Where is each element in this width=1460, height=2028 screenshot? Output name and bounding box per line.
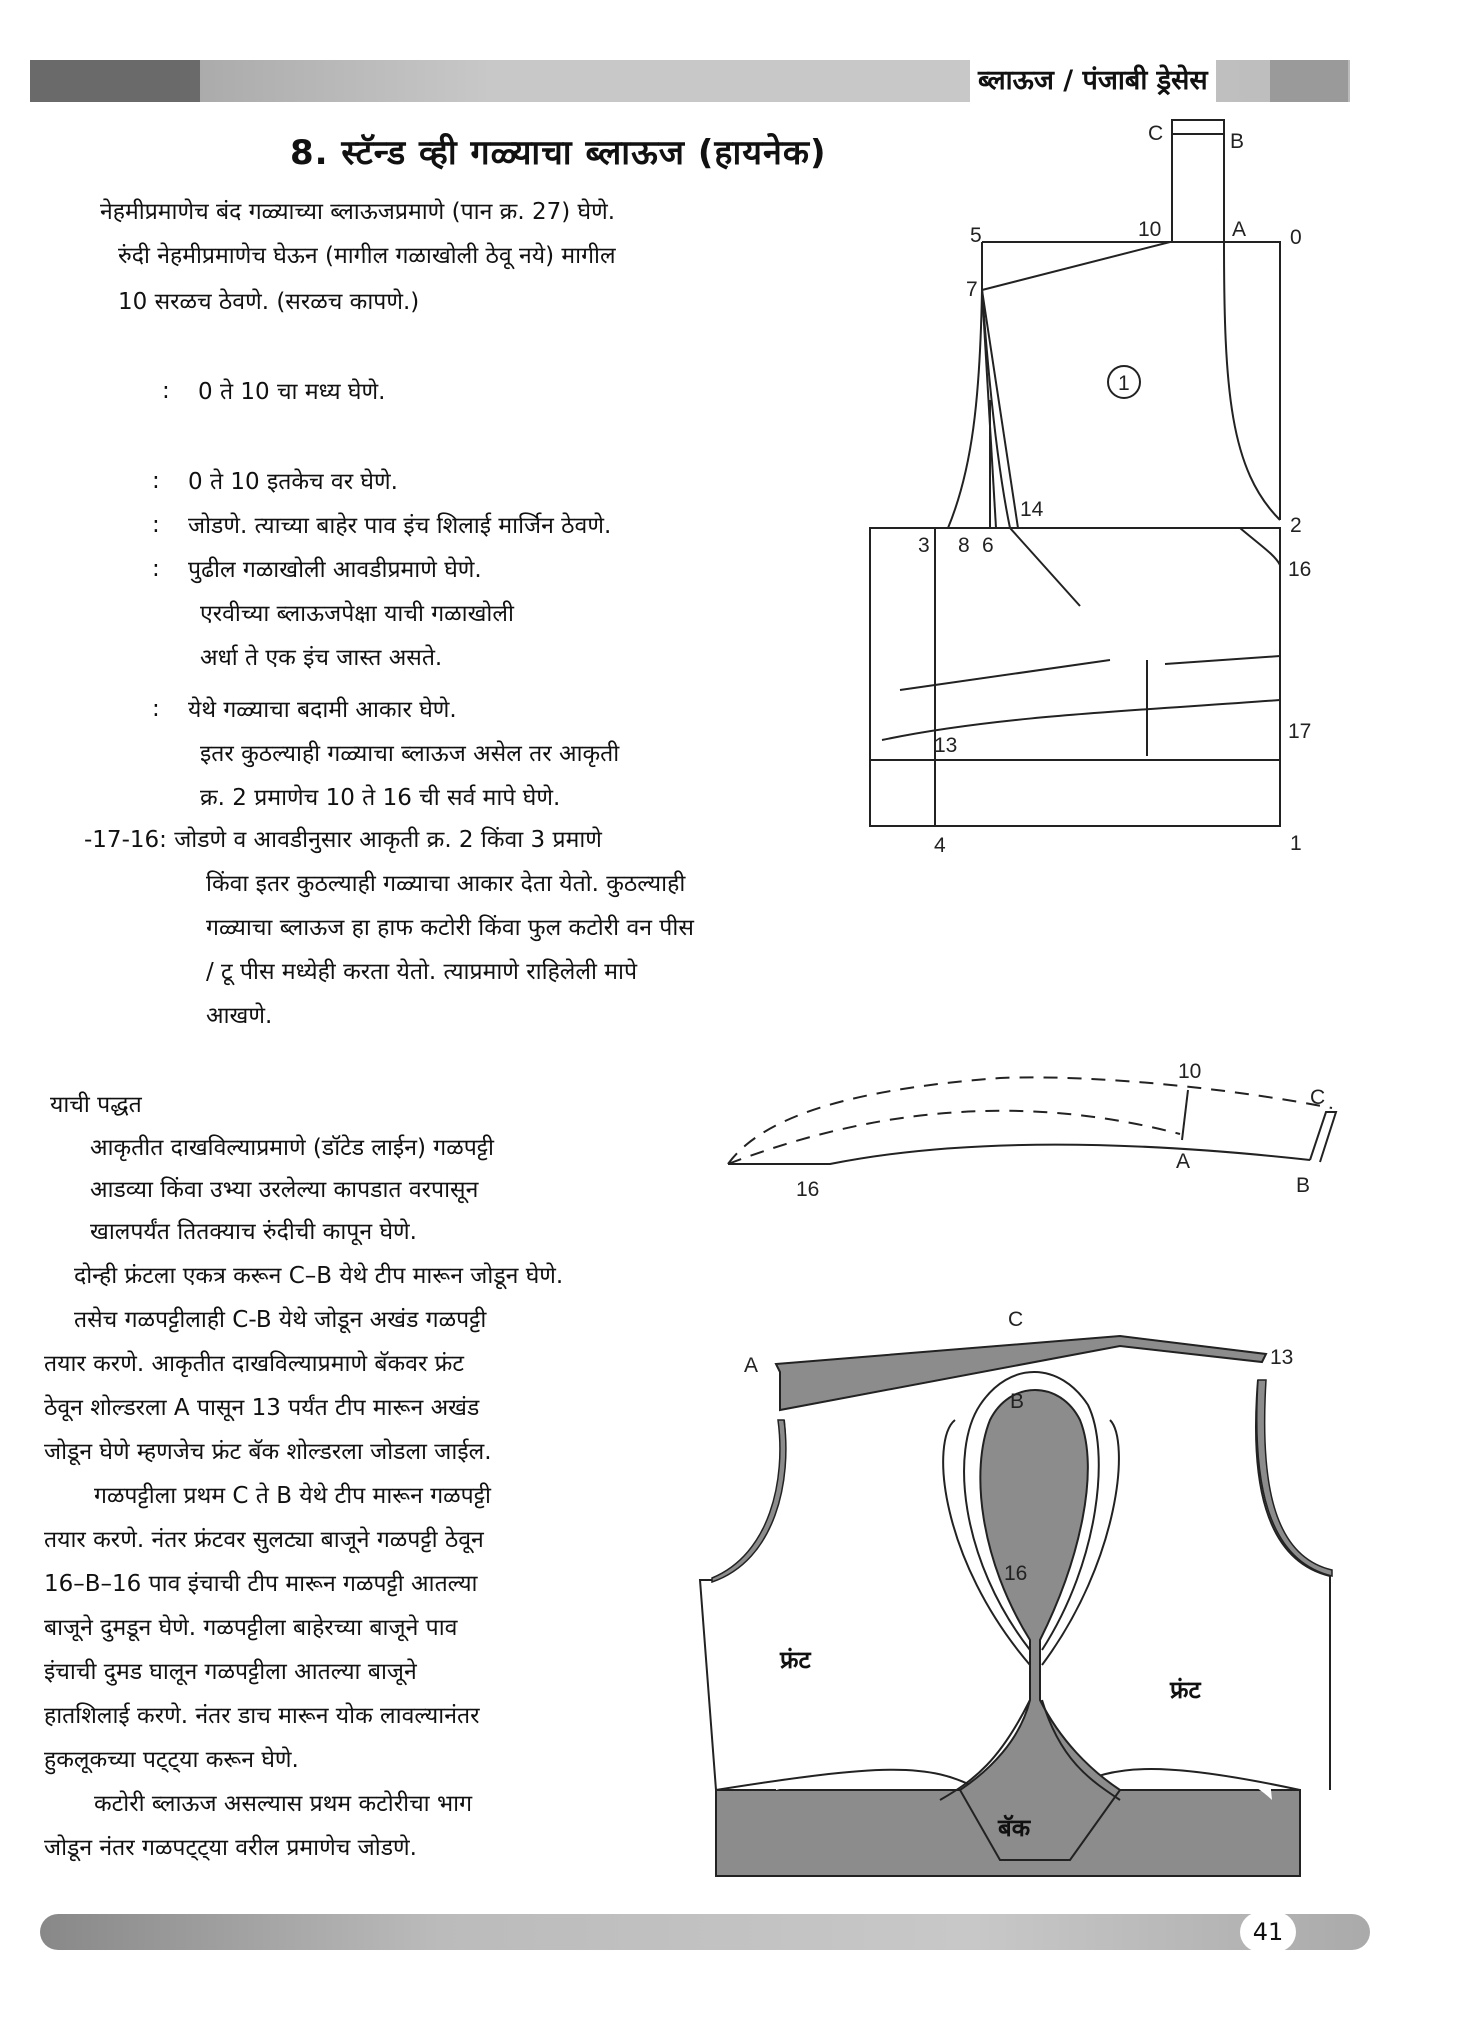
front-right-label: फ्रंट	[1170, 1676, 1201, 1704]
svg-text:2: 2	[1290, 514, 1302, 537]
svg-text:A: A	[1232, 218, 1247, 241]
svg-text:B: B	[1230, 130, 1245, 153]
svg-text:16: 16	[1004, 1562, 1028, 1585]
svg-text:3: 3	[918, 534, 930, 557]
text-line: तयार करणे. नंतर फ्रंटवर सुलट्या बाजूने गळपट्टी ठेवून	[44, 1527, 484, 1553]
svg-text:5: 5	[970, 224, 982, 247]
text-line: तसेच गळपट्टीलाही C-B येथे जोडून अखंड गळपट्टी	[74, 1307, 487, 1333]
svg-text:7: 7	[966, 278, 978, 301]
svg-text:A: A	[1176, 1150, 1191, 1173]
back-label: बॅक	[998, 1814, 1031, 1842]
svg-text:14: 14	[1020, 498, 1044, 521]
text-line: खालपर्यंत तितक्याच रुंदीची कापून घेणे.	[90, 1219, 417, 1245]
svg-text:13: 13	[1270, 1346, 1294, 1369]
svg-text:B: B	[1010, 1390, 1025, 1413]
text-line: -17-16: जोडणे व आवडीनुसार आकृती क्र. 2 किंवा 3 प्रमाणे	[84, 827, 602, 853]
text-line: इतर कुठल्याही गळ्याचा ब्लाऊज असेल तर आकृती	[200, 741, 620, 767]
section-title: ब्लाऊज / पंजाबी ड्रेसेस	[970, 58, 1216, 104]
text-line: रुंदी नेहमीप्रमाणेच घेऊन (मागील गळाखोली ठेवू नये) मागील	[118, 243, 616, 269]
text-line: ठेवून शोल्डरला A पासून 13 पर्यंत टीप मारून अखंड	[44, 1395, 480, 1421]
svg-text:C: C	[1148, 122, 1164, 145]
text-line: गळ्याचा ब्लाऊज हा हाफ कटोरी किंवा फुल कटोरी वन पीस	[206, 915, 694, 941]
text-line: जोडून नंतर गळपट्ट्या वरील प्रमाणेच जोडणे.	[44, 1835, 417, 1861]
text-line: / टू पीस मध्येही करता येतो. त्याप्रमाणे राहिलेली मापे	[206, 959, 638, 985]
footer-band	[40, 1914, 1370, 1950]
text-line: हातशिलाई करणे. नंतर डाच मारून योक लावल्यानंतर	[44, 1703, 480, 1729]
text-line: जोडून घेणे म्हणजेच फ्रंट बॅक शोल्डरला जोडला जाईल.	[44, 1439, 492, 1465]
text-line: क्र. 2 प्रमाणेच 10 ते 16 ची सर्व मापे घेणे.	[200, 785, 561, 811]
bodice-draft-labels	[918, 122, 1311, 857]
svg-text:10: 10	[1178, 1060, 1202, 1083]
svg-text:6: 6	[982, 534, 994, 557]
svg-text:1: 1	[1118, 372, 1130, 395]
collar-strip	[1172, 120, 1224, 242]
text-line: अर्धा ते एक इंच जास्त असते.	[200, 645, 443, 671]
svg-text:4: 4	[934, 834, 946, 857]
text-line: गळपट्टीला प्रथम C ते B येथे टीप मारून गळपट्टी	[94, 1483, 491, 1509]
svg-text:1: 1	[1290, 832, 1302, 855]
text-line: 16–B–16 पाव इंचाची टीप मारून गळपट्टी आतल्या	[44, 1571, 478, 1597]
text-line: पुढील गळाखोली आवडीप्रमाणे घेणे.	[188, 557, 482, 583]
bodice-draft-diagram	[870, 120, 1280, 826]
svg-text:C: C	[1008, 1308, 1024, 1331]
bodice-rect	[870, 528, 1280, 826]
collar-diagram	[728, 1077, 1336, 1164]
svg-text:13: 13	[934, 734, 958, 757]
top-line	[982, 242, 1280, 520]
text-line: आखणे.	[206, 1003, 273, 1029]
page-number: 41	[1240, 1912, 1296, 1952]
svg-text:B: B	[1296, 1174, 1311, 1197]
svg-text:C: C	[1310, 1086, 1326, 1109]
svg-text:17: 17	[1288, 720, 1312, 743]
front-left-label: फ्रंट	[780, 1646, 811, 1674]
text-line: नेहमीप्रमाणेच बंद गळ्याच्या ब्लाऊजप्रमाणे (पान क्र. 27) घेणे.	[100, 199, 616, 225]
text-line: 10 सरळच ठेवणे. (सरळच कापणे.)	[118, 289, 420, 315]
text-line: येथे गळ्याचा बदामी आकार घेणे.	[188, 697, 457, 723]
svg-text:16: 16	[796, 1178, 820, 1201]
svg-text:0: 0	[1290, 226, 1302, 249]
svg-text:8: 8	[958, 534, 970, 557]
text-line: आडव्या किंवा उभ्या उरलेल्या कापडात वरपासून	[90, 1177, 479, 1203]
collar-labels	[796, 1060, 1325, 1201]
text-line: दोन्ही फ्रंटला एकत्र करून C–B येथे टीप मारून जोडून घेणे.	[74, 1263, 564, 1289]
text-line: जोडणे. त्याच्या बाहेर पाव इंच शिलाई मार्जिन ठेवणे.	[188, 513, 612, 539]
text-line: तयार करणे. आकृतीत दाखविल्याप्रमाणे बॅकवर फ्रंट	[44, 1351, 465, 1377]
text-line: इंचाची दुमड घालून गळपट्टीला आतल्या बाजूने	[44, 1659, 417, 1685]
text-line: 0 ते 10 चा मध्य घेणे.	[198, 379, 386, 405]
text-line: बाजूने दुमडून घेणे. गळपट्टीला बाहेरच्या बाजूने पाव	[44, 1615, 458, 1641]
svg-text:16: 16	[1288, 558, 1312, 581]
text-line: हुकलूकच्या पट्ट्या करून घेणे.	[44, 1747, 299, 1773]
method-heading: याची पद्धत	[50, 1092, 142, 1118]
text-line: एरवीच्या ब्लाऊजपेक्षा याची गळाखोली	[200, 601, 514, 627]
svg-text:A: A	[744, 1354, 759, 1377]
text-line: कटोरी ब्लाऊज असल्यास प्रथम कटोरीचा भाग	[94, 1791, 473, 1817]
text-line: किंवा इतर कुठल्याही गळ्याचा आकार देता येतो. कुठल्याही	[206, 871, 686, 897]
text-line: 0 ते 10 इतकेच वर घेणे.	[188, 469, 398, 495]
assembled-blouse-diagram	[700, 1336, 1332, 1876]
text-line: आकृतीत दाखविल्याप्रमाणे (डॉटेड लाईन) गळपट्टी	[90, 1135, 494, 1161]
svg-text:10: 10	[1138, 218, 1162, 241]
page-title: 8. स्टॅन्ड व्ही गळ्याचा ब्लाऊज (हायनेक)	[290, 133, 827, 173]
